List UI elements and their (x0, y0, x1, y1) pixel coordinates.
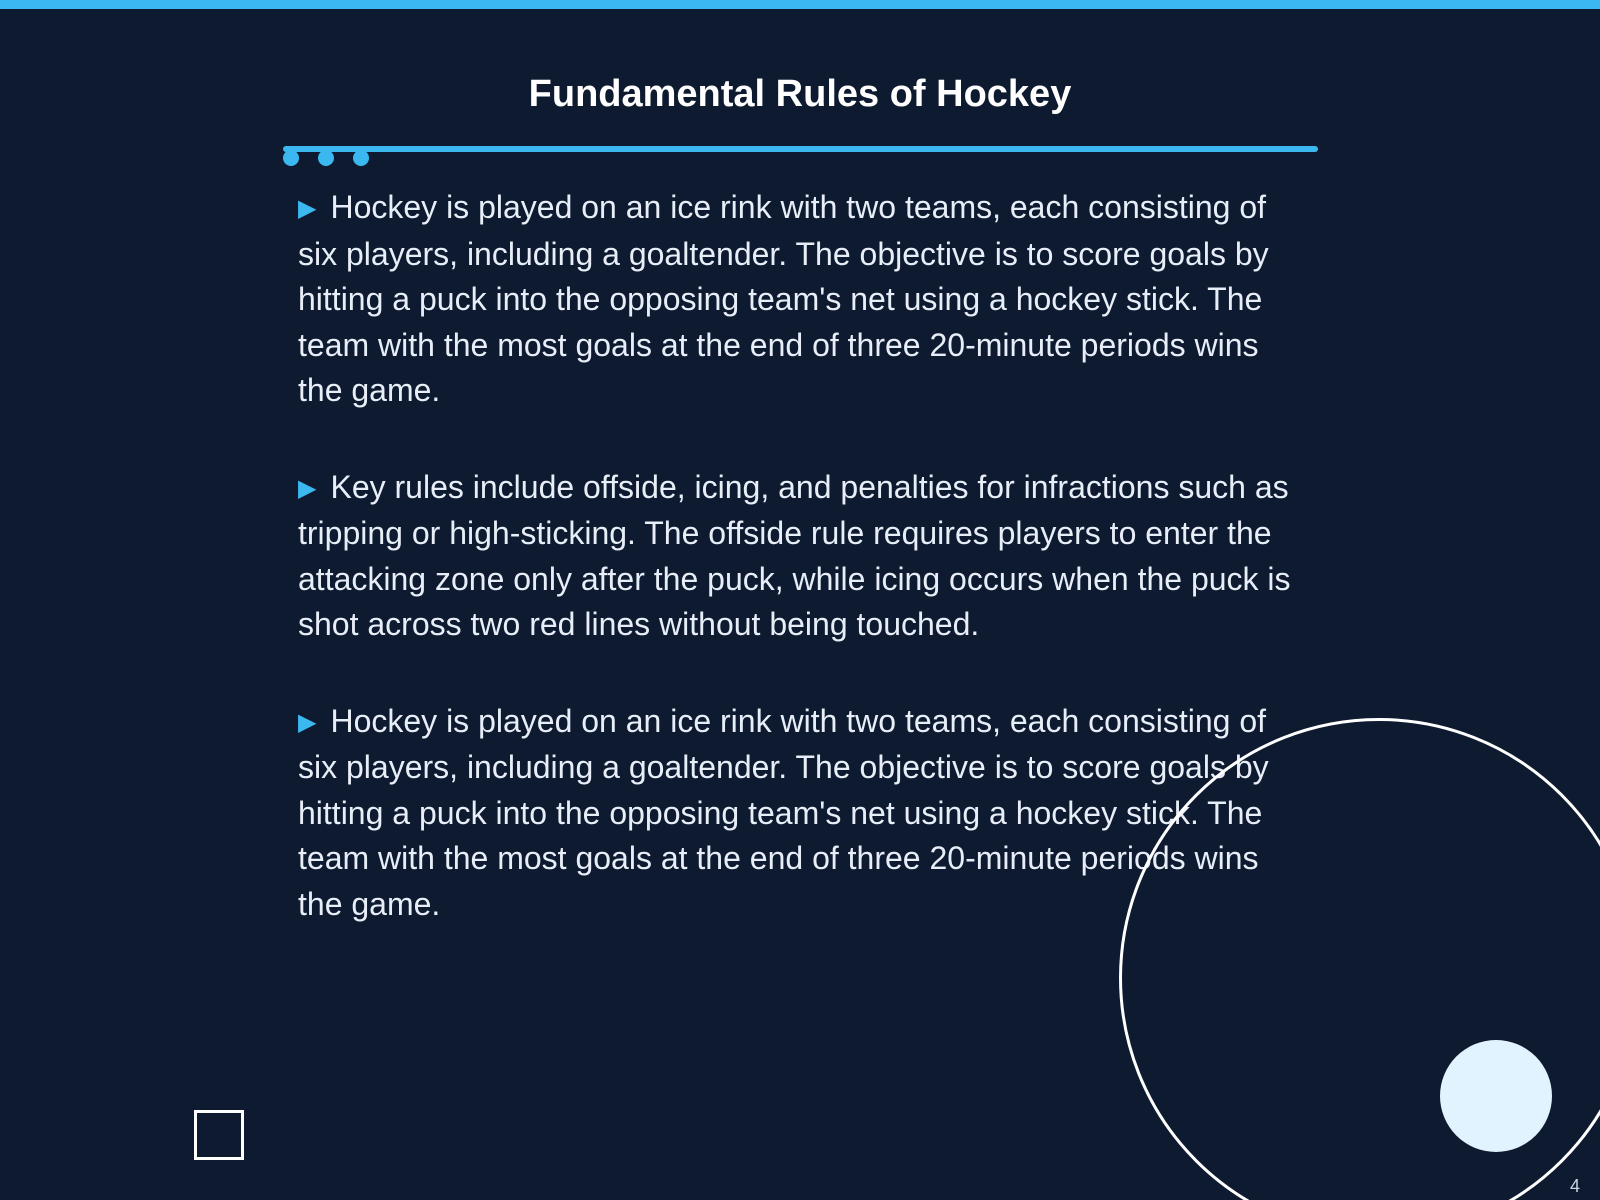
decorative-dot (283, 150, 299, 166)
title-underline (283, 146, 1318, 152)
page-number: 4 (1569, 1176, 1580, 1196)
decorative-square (194, 1110, 244, 1160)
bullet-text: Hockey is played on an ice rink with two teams, each consisting of six players, including a goaltender. The objective is to score goals by hitting a puck into the opposing team's net using a hockey stick. The team with the most goals at the end of three 20-minute periods wins the game. (298, 189, 1269, 408)
decorative-filled-circle (1440, 1040, 1552, 1152)
triangle-bullet-icon: ▶ (298, 708, 317, 736)
decorative-dot (318, 150, 334, 166)
triangle-bullet-icon: ▶ (298, 474, 317, 502)
bullet-item (298, 465, 1308, 648)
slide-title: Fundamental Rules of Hockey (528, 73, 1072, 115)
bullet-text: Hockey is played on an ice rink with two teams, each consisting of six players, including a goaltender. The objective is to score goals by hitting a puck into the opposing team's net using a hockey stick. The team with the most goals at the end of three 20-minute periods wins the game. (298, 702, 1269, 922)
top-accent-bar (0, 0, 1600, 9)
triangle-bullet-icon: ▶ (298, 195, 317, 222)
bullet-item (298, 185, 1308, 414)
bullet-text: Key rules include offside, icing, and penalties for infractions such as tripping or high-sticking. The offside rule requires players to enter the attacking zone only after the puck, while icing occurs when the puck is shot across two red lines without being touched. (298, 468, 1291, 642)
decorative-dot (353, 150, 369, 166)
